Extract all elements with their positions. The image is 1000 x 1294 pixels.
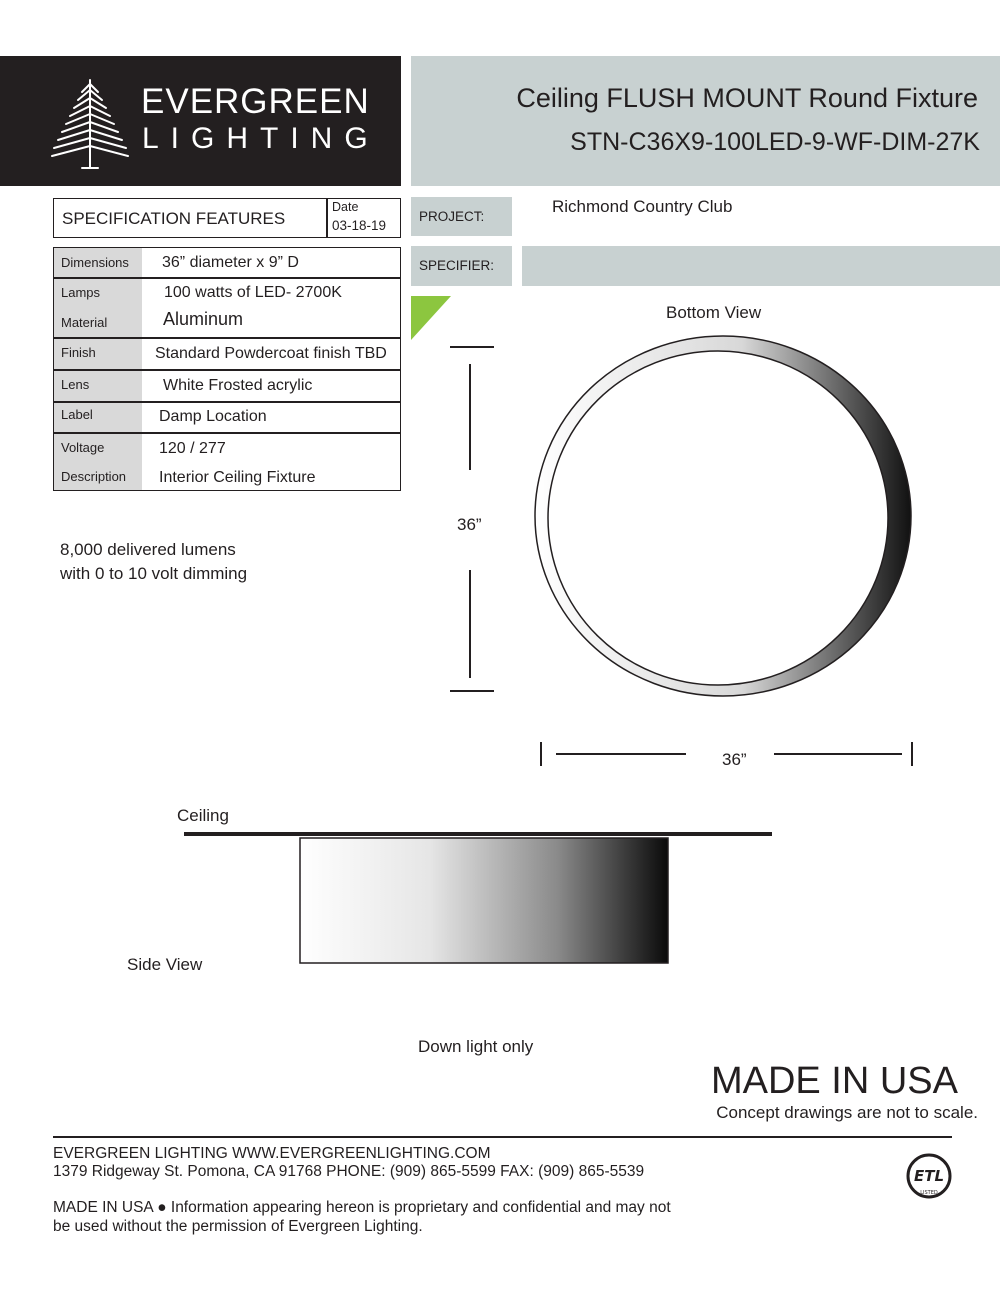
spec-label-label: Label xyxy=(61,407,93,422)
row-divider xyxy=(54,277,400,279)
spec-value-voltage: 120 / 277 xyxy=(159,440,226,457)
brand-subtitle: LIGHTING xyxy=(142,122,380,155)
dimming-note: with 0 to 10 volt dimming xyxy=(60,564,248,583)
side-view-drawing xyxy=(180,826,780,970)
specifier-label: SPECIFIER: xyxy=(419,258,495,273)
bottom-view-drawing xyxy=(520,320,930,720)
footer-legal-line2: be used without the permission of Evergreen Lighting. xyxy=(53,1218,423,1235)
made-in-usa-heading: MADE IN USA xyxy=(710,1060,958,1102)
svg-text:ETL: ETL xyxy=(913,1167,945,1185)
ceiling-label: Ceiling xyxy=(177,806,229,825)
row-divider xyxy=(54,432,400,434)
height-dimension-label: 36” xyxy=(457,515,482,534)
footer-legal-line1: MADE IN USA ● Information appearing hereon is proprietary and confidential and may not xyxy=(53,1199,671,1216)
down-light-note: Down light only xyxy=(418,1037,534,1056)
row-divider xyxy=(54,369,400,371)
date-value: 03-18-19 xyxy=(332,218,387,233)
footer-address: 1379 Ridgeway St. Pomona, CA 91768 PHONE: (909) 865-5599 FAX: (909) 865-5539 xyxy=(53,1163,645,1180)
spec-label-description: Description xyxy=(61,469,127,484)
spec-label-dimensions: Dimensions xyxy=(61,255,129,270)
divider xyxy=(326,199,328,237)
side-view-label: Side View xyxy=(127,955,203,974)
date-label: Date xyxy=(332,200,359,214)
specifier-value-box xyxy=(522,246,1000,286)
spec-value-lens: White Frosted acrylic xyxy=(163,377,313,394)
spec-value-lamps: 100 watts of LED- 2700K xyxy=(164,284,342,301)
spec-label-lamps: Lamps xyxy=(61,285,101,300)
product-title: Ceiling FLUSH MOUNT Round Fixture xyxy=(516,83,978,113)
spec-value-finish: Standard Powdercoat finish TBD xyxy=(155,345,387,362)
footer-company: EVERGREEN LIGHTING WWW.EVERGREENLIGHTING.COM xyxy=(53,1145,491,1162)
bottom-view-label: Bottom View xyxy=(666,303,762,322)
footer-divider xyxy=(53,1136,952,1138)
project-label: PROJECT: xyxy=(419,209,485,224)
spec-table xyxy=(53,247,401,491)
evergreen-tree-icon xyxy=(48,76,132,172)
row-divider xyxy=(54,401,400,403)
spec-value-label: Damp Location xyxy=(159,408,267,425)
etl-listed-icon xyxy=(905,1152,953,1200)
row-divider xyxy=(54,337,400,339)
spec-heading-box xyxy=(53,198,401,238)
lumens-note: 8,000 delivered lumens xyxy=(60,540,236,559)
concept-note: Concept drawings are not to scale. xyxy=(716,1103,978,1122)
spec-label-lens: Lens xyxy=(61,377,90,392)
title-block xyxy=(411,56,1000,186)
corner-accent-icon xyxy=(411,296,453,342)
width-dimension-label: 36” xyxy=(722,750,747,769)
spec-value-material: Aluminum xyxy=(163,309,244,329)
spec-label-voltage: Voltage xyxy=(61,440,105,455)
svg-text:LISTED: LISTED xyxy=(920,1190,938,1196)
spec-heading: SPECIFICATION FEATURES xyxy=(62,209,286,228)
spec-label-material: Material xyxy=(61,315,108,330)
spec-label-finish: Finish xyxy=(61,345,96,360)
project-value: Richmond Country Club xyxy=(552,197,733,216)
brand-name: EVERGREEN xyxy=(141,82,370,121)
model-number: STN-C36X9-100LED-9-WF-DIM-27K xyxy=(570,128,980,156)
spec-value-dimensions: 36” diameter x 9” D xyxy=(162,254,299,271)
spec-value-description: Interior Ceiling Fixture xyxy=(159,469,316,486)
